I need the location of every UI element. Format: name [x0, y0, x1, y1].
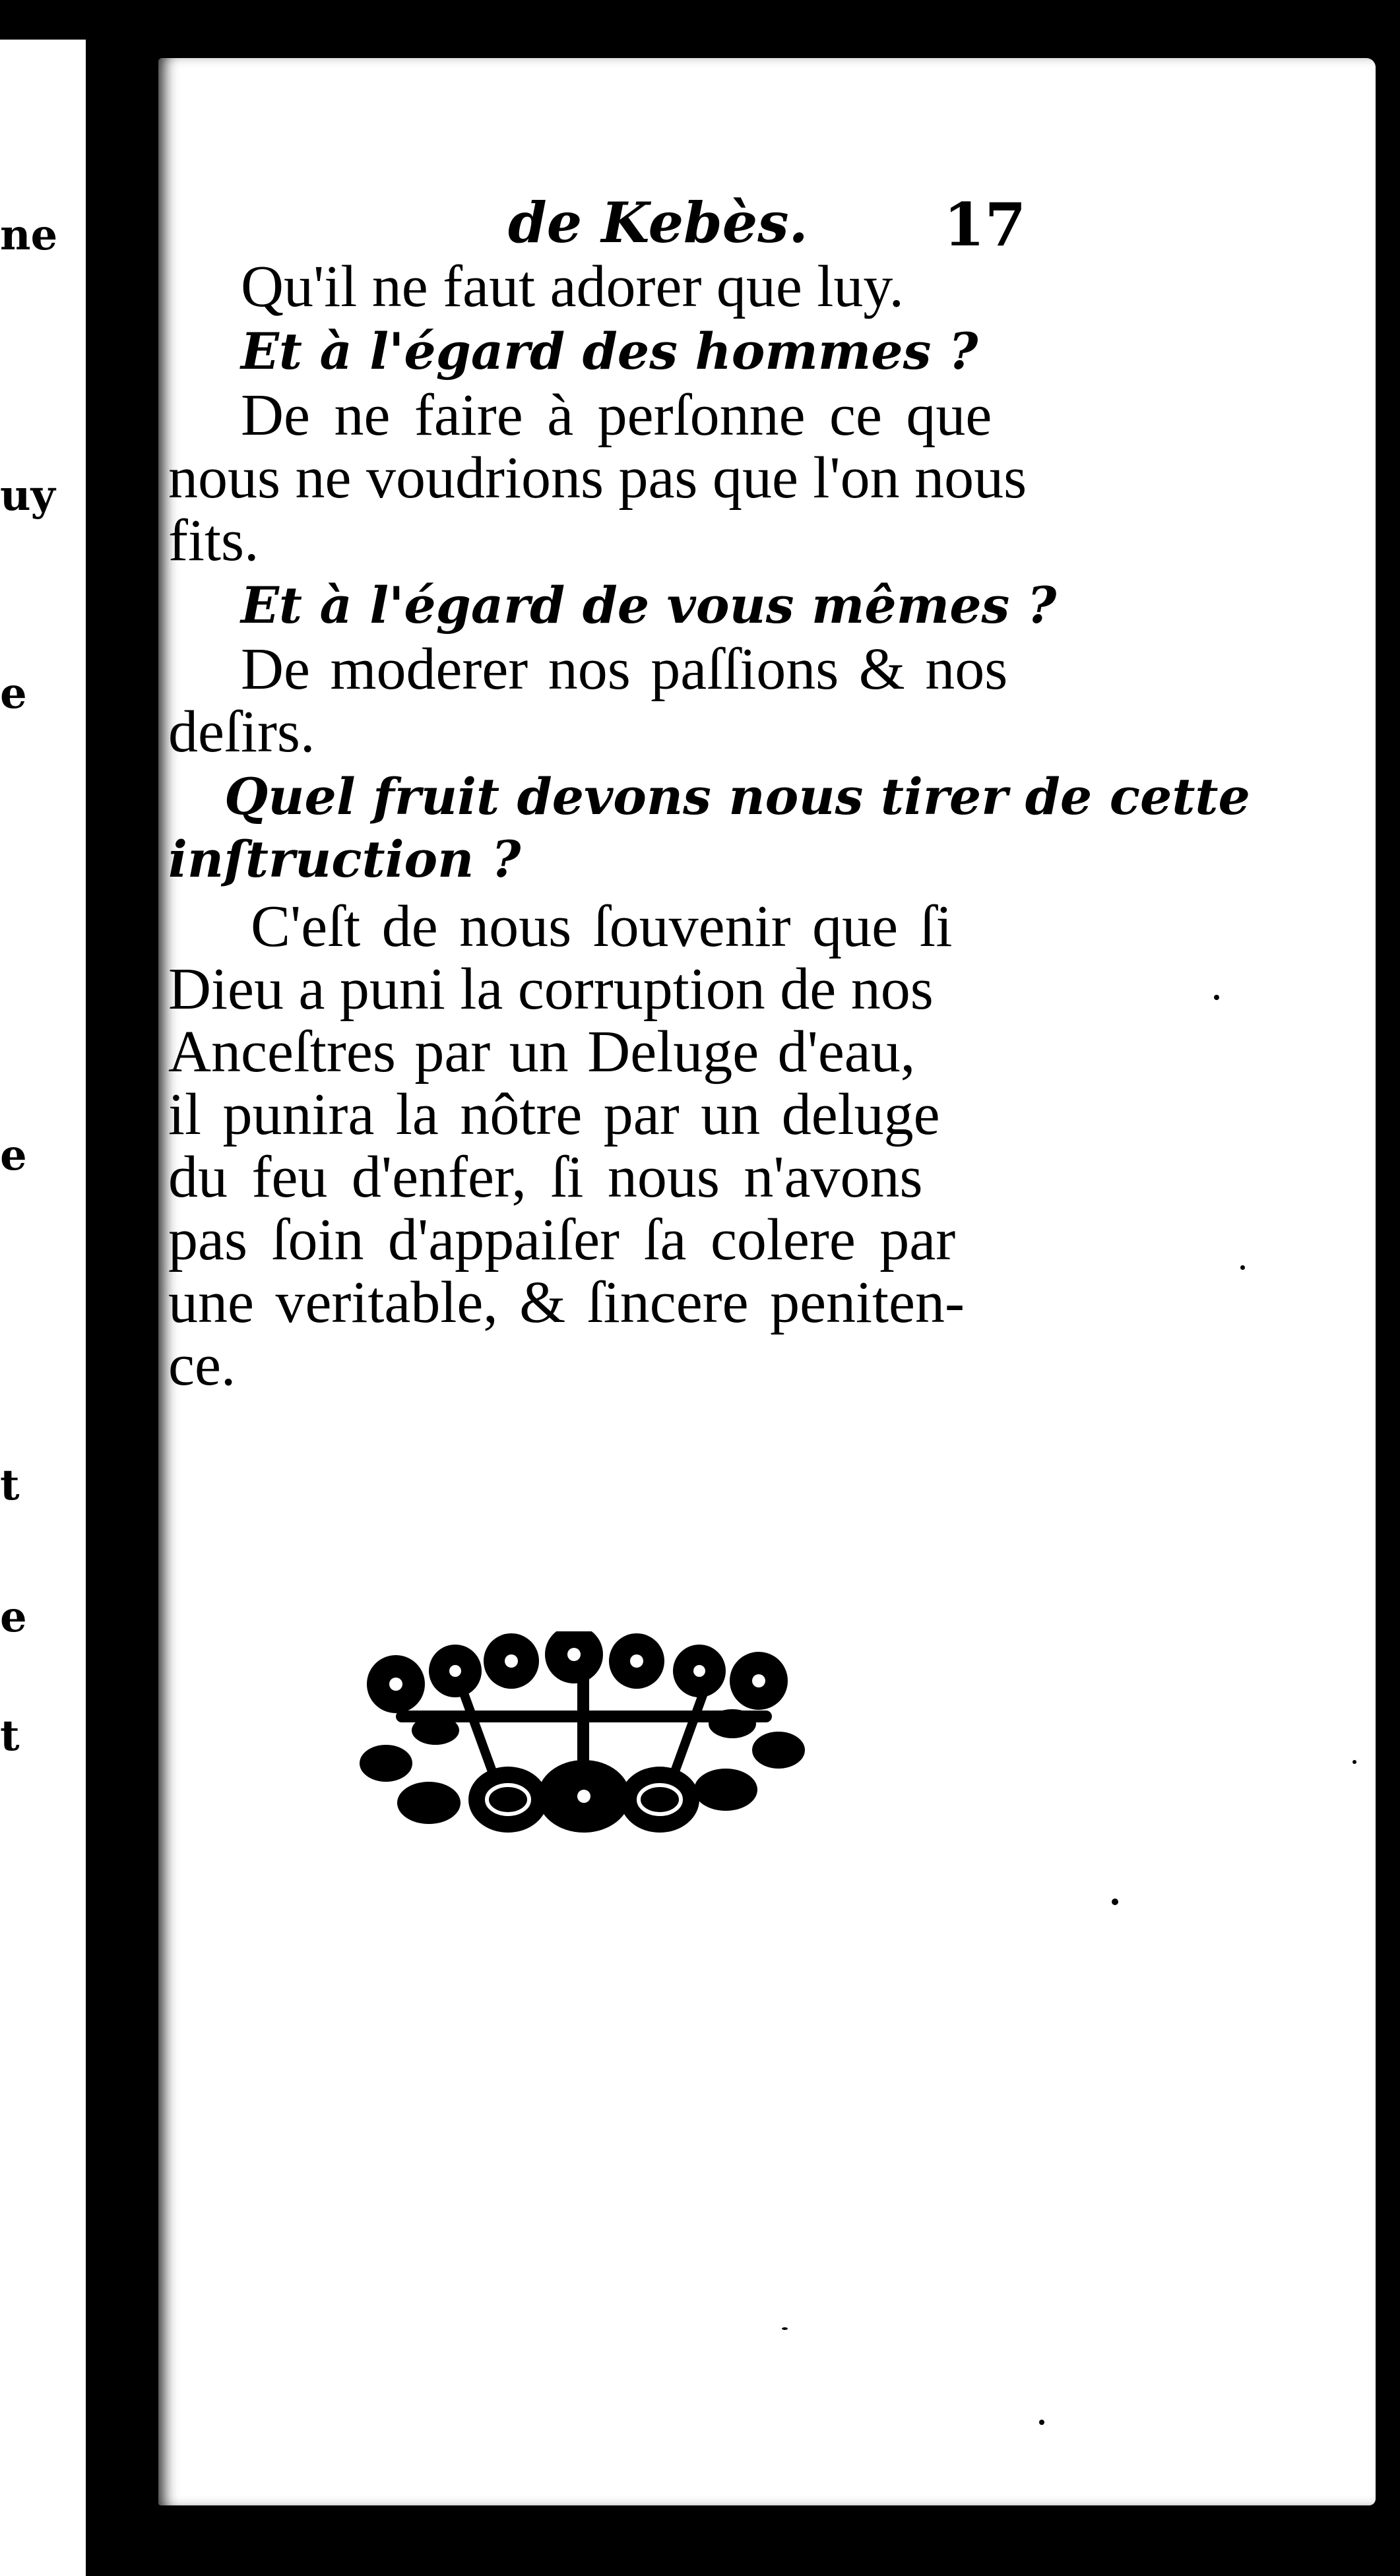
question-line: inſtruction ?: [168, 830, 521, 889]
facing-page-edge: [0, 40, 86, 2576]
question-line: Quel fruit devons nous tirer de cette: [224, 767, 1250, 826]
floral-tailpiece-icon: [356, 1631, 811, 1856]
text-line: De moderer nos paſſions & nos: [241, 637, 1008, 702]
scan-speck: [1112, 1899, 1118, 1905]
facing-page-fragment: e: [0, 1131, 27, 1180]
book-page: [158, 58, 1376, 2505]
text-line: du feu d'enfer, ſi nous n'avons: [168, 1145, 923, 1210]
facing-page-fragment: t: [0, 1461, 20, 1510]
text-line: De ne faire à perſonne ce que: [241, 383, 992, 448]
text-line: nous ne voudrions pas que l'on nous: [168, 445, 1027, 511]
scan-speck: [1352, 1760, 1356, 1764]
text-line: ce.: [168, 1333, 236, 1398]
facing-page-fragment: e: [0, 1592, 27, 1642]
text-line: une veritable, & ſincere peniten-: [168, 1270, 965, 1335]
text-line: Anceſtres par un Deluge d'eau,: [168, 1019, 916, 1084]
scan-speck: [782, 2327, 788, 2330]
text-line: Qu'il ne faut adorer que luy.: [241, 254, 905, 319]
question-line: Et à l'égard de vous mêmes ?: [241, 576, 1057, 635]
book-gutter: [86, 0, 165, 2576]
text-line: Dieu a puni la corruption de nos: [168, 957, 934, 1022]
facing-page-fragment: t: [0, 1711, 20, 1761]
text-line: il punira la nôtre par un deluge: [168, 1082, 940, 1147]
page-number: 17: [943, 190, 1027, 260]
text-line: C'eſt de nous ſouvenir que ſi: [251, 894, 953, 959]
question-line: Et à l'égard des hommes ?: [241, 322, 978, 381]
facing-page-fragment: e: [0, 669, 27, 718]
facing-page-fragment: uy: [0, 471, 55, 520]
text-line: pas ſoin d'appaiſer ſa colere par: [168, 1207, 956, 1272]
scan-speck: [1039, 2420, 1044, 2425]
running-title: de Kebès.: [508, 190, 808, 255]
text-line: fits.: [168, 508, 259, 573]
facing-page-fragment: ne: [0, 210, 58, 260]
scan-speck: [1214, 995, 1219, 1000]
scan-speck: [1240, 1265, 1245, 1270]
text-line: deſirs.: [168, 699, 315, 765]
